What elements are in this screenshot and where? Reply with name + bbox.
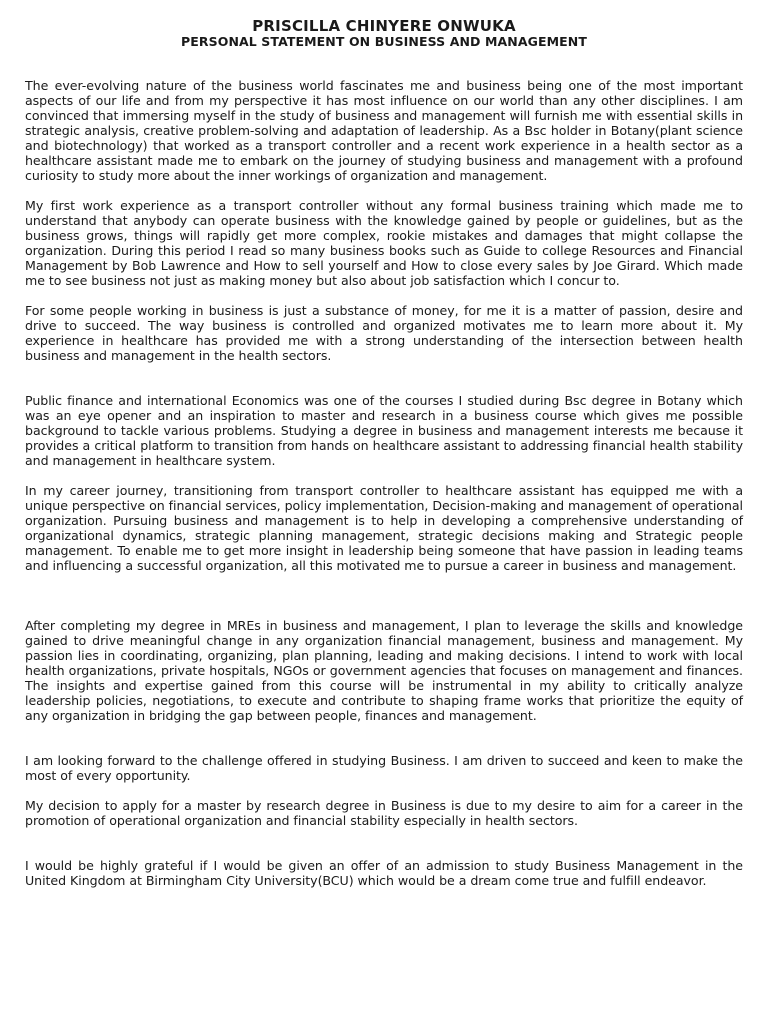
author-name: PRISCILLA CHINYERE ONWUKA [252,17,516,35]
document-heading: PERSONAL STATEMENT ON BUSINESS AND MANAGEMENT [181,34,587,49]
paragraph-decision: My decision to apply for a master by research degree in Business is due to my desire to aim for a career in the promotion of operational organization and financial stability especially in health sectors. [25,798,743,828]
paragraph-work-experience: My first work experience as a transport controller without any formal business training which made me to understand that anybody can operate business with the knowledge gained by people or guidelines, but as the business grows, things will rapidly get more complex, rookie mistakes and damages that might collapse the organization. During this period I read so many business books such as Guide to college Resources and Financial Management by Bob Lawrence and How to sell yourself and How to close every sales by Joe Girard. Which made me to see business not just as making money but also about job satisfaction which I concur to. [25,198,743,288]
paragraph-passion: For some people working in business is just a substance of money, for me it is a matter of passion, desire and drive to succeed. The way business is controlled and organized motivates me to learn more about it. My experience in healthcare has provided me with a strong understanding of the intersection between health business and management in the health sectors. [25,303,743,363]
paragraph-closing: I would be highly grateful if I would be given an offer of an admission to study Business Management in the United Kingdom at Birmingham City University(BCU) which would be a dream come true and fulfill endeavor. [25,858,743,888]
paragraph-academic-background: Public finance and international Economics was one of the courses I studied during Bsc degree in Botany which was an eye opener and an inspiration to master and research in a business course which gives me possible background to tackle various problems. Studying a degree in business and management interests me because it provides a critical platform to transition from hands on healthcare assistant to addressing financial health stability and management in healthcare system. [25,393,743,468]
paragraph-future-plans: After completing my degree in MREs in business and management, I plan to leverage the skills and knowledge gained to drive meaningful change in any organization financial management, business and management. My passion lies in coordinating, organizing, plan planning, leading and making decisions. I intend to work with local health organizations, private hospitals, NGOs or government agencies that focuses on management and finances. The insights and expertise gained from this course will be instrumental in my ability to critically analyze leadership policies, negotiations, to execute and contribute to shaping frame works that prioritize the equity of any organization in bridging the gap between people, finances and management. [25,618,743,723]
paragraph-looking-forward: I am looking forward to the challenge offered in studying Business. I am driven to succeed and keen to make the most of every opportunity. [25,753,743,783]
paragraph-career-journey: In my career journey, transitioning from transport controller to healthcare assistant has equipped me with a unique perspective on financial services, policy implementation, Decision-making and management of operational organization. Pursuing business and management is to help in developing a comprehensive understanding of organizational dynamics, strategic planning management, strategic decisions making and Strategic people management. To enable me to get more insight in leadership being someone that have passion in leading teams and influencing a successful organization, all this motivated me to pursue a career in business and management. [25,483,743,573]
paragraph-intro: The ever-evolving nature of the business world fascinates me and business being one of the most important aspects of our life and from my perspective it has most influence on our world than any other disciplines. I am convinced that immersing myself in the study of business and management will furnish me with essential skills in strategic analysis, creative problem-solving and adaptation of leadership. As a Bsc holder in Botany(plant science and biotechnology) that worked as a transport controller and a recent work experience in a health sector as a healthcare assistant made me to embark on the journey of studying business and management with a profound curiosity to study more about the inner workings of organization and management. [25,78,743,183]
